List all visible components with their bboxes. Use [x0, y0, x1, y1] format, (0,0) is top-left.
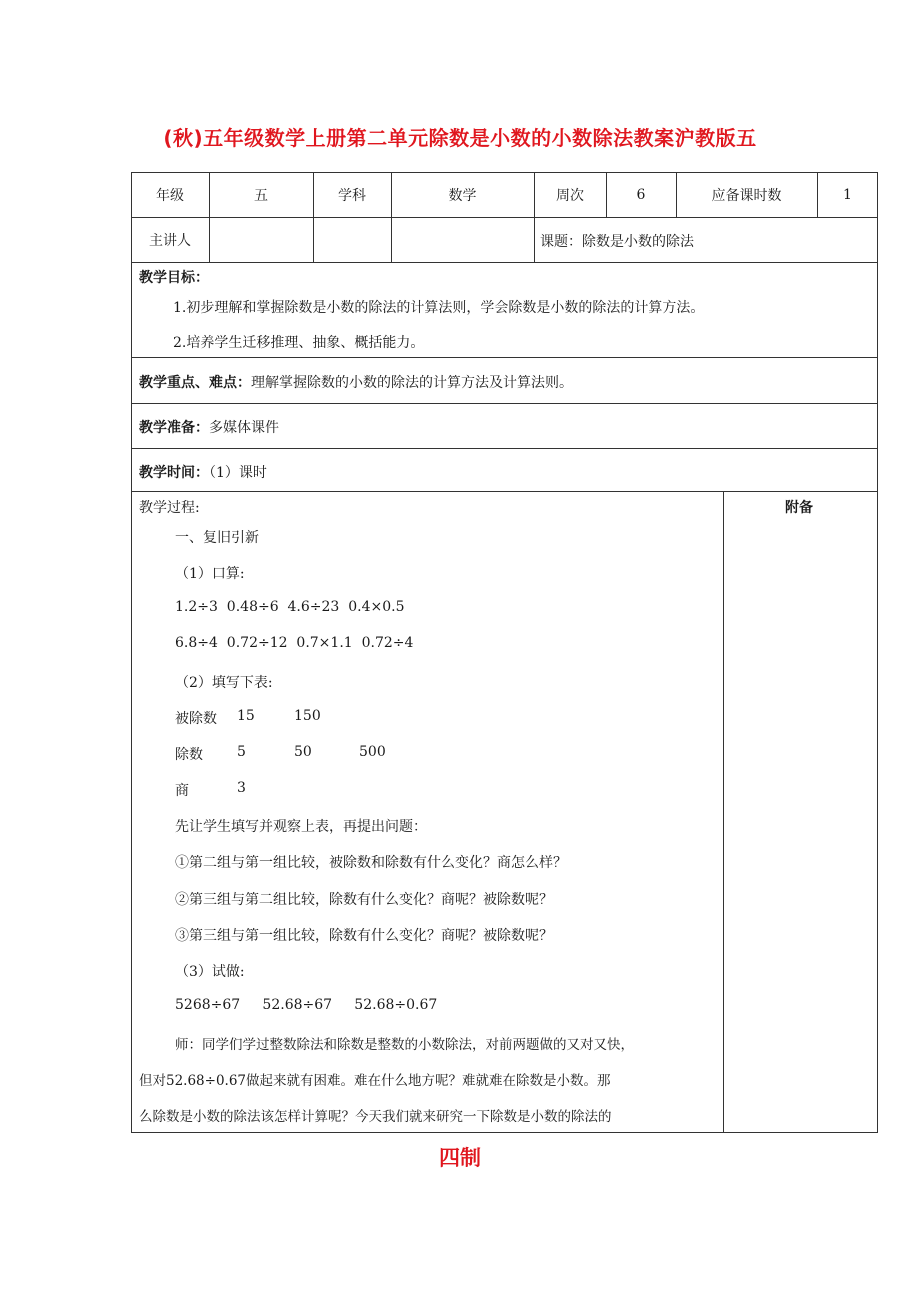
process-line: 师：同学们学过整数除法和除数是整数的小数除法，对前两题做的又对又快，: [175, 1037, 634, 1053]
process-line: ①第二组与第一组比较，被除数和除数有什么变化？商怎么样？: [175, 855, 567, 871]
row-divider: [131, 357, 878, 358]
row-divider: [131, 262, 878, 263]
process-line: 1.2÷3 0.48÷6 4.6÷23 0.4×0.5: [175, 599, 405, 615]
time-value: （1）课时: [209, 465, 267, 481]
dividend-value: 15: [237, 708, 255, 724]
process-line: 先让学生填写并观察上表，再提出问题：: [175, 819, 427, 835]
key-points-value: 理解掌握除数的小数的除法的计算方法及计算法则。: [251, 375, 573, 391]
speaker-label: 主讲人: [149, 232, 191, 249]
subject-value: 数学: [448, 187, 477, 204]
divisor-value: 5: [237, 744, 246, 760]
objectives-label: 教学目标：: [139, 270, 209, 286]
grade-value: 五: [254, 187, 268, 204]
objective-item: 1.初步理解和掌握除数是小数的除法的计算法则，学会除数是小数的除法的计算方法。: [173, 300, 705, 316]
process-line: （1）口算:: [175, 566, 245, 582]
process-line: 5268÷67 52.68÷67 52.68÷0.67: [175, 997, 438, 1013]
preparation-value: 多媒体课件: [209, 420, 279, 436]
dividend-value: 150: [294, 708, 321, 724]
week-value: 6: [636, 186, 646, 203]
document-title: (秋)五年级数学上册第二单元除数是小数的小数除法教案沪教版五: [163, 126, 757, 150]
process-line: 么除数是小数的除法该怎样计算呢？今天我们就来研究一下除数是小数的除法的: [139, 1109, 612, 1125]
preparation-row: [139, 417, 279, 437]
process-line: 6.8÷4 0.72÷12 0.7×1.1 0.72÷4: [175, 635, 414, 651]
process-line: 一、复旧引新: [175, 530, 259, 546]
process-line: （3）试做:: [175, 964, 245, 980]
divisor-value: 500: [359, 744, 386, 760]
time-row: [139, 462, 267, 482]
process-line: ③第三组与第一组比较，除数有什么变化？商呢？被除数呢？: [175, 928, 553, 944]
hours-value: 1: [843, 186, 852, 203]
key-points-label: 教学重点、难点：: [139, 375, 251, 391]
process-line: （2）填写下表:: [175, 675, 273, 691]
key-points-row: [139, 372, 573, 392]
subject-label: 学科: [338, 187, 366, 204]
appendix-label: 附备: [785, 500, 813, 516]
quotient-value: 3: [237, 780, 246, 796]
preparation-label: 教学准备：: [139, 420, 209, 436]
process-line: ②第三组与第二组比较，除数有什么变化？商呢？被除数呢？: [175, 892, 553, 908]
process-label: 教学过程:: [139, 500, 200, 516]
objective-item: 2.培养学生迁移推理、抽象、概括能力。: [173, 335, 425, 351]
row-divider: [131, 217, 878, 218]
row-divider: [131, 448, 878, 449]
hours-label: 应备课时数: [711, 187, 782, 204]
divisor-value: 50: [294, 744, 312, 760]
col-divider: [723, 491, 724, 1133]
divisor-label: 除数: [175, 747, 203, 763]
grade-label: 年级: [156, 187, 184, 204]
footer-text: 四制: [439, 1146, 481, 1170]
week-label: 周次: [556, 187, 584, 204]
topic-value: 课题：除数是小数的除法: [540, 234, 694, 250]
time-label: 教学时间：: [139, 465, 209, 481]
row-divider: [131, 403, 878, 404]
quotient-label: 商: [175, 783, 189, 799]
process-line: 但对52.68÷0.67做起来就有困难。难在什么地方呢？难就难在除数是小数。那: [139, 1073, 611, 1089]
dividend-label: 被除数: [175, 711, 217, 727]
row-divider: [131, 491, 878, 492]
